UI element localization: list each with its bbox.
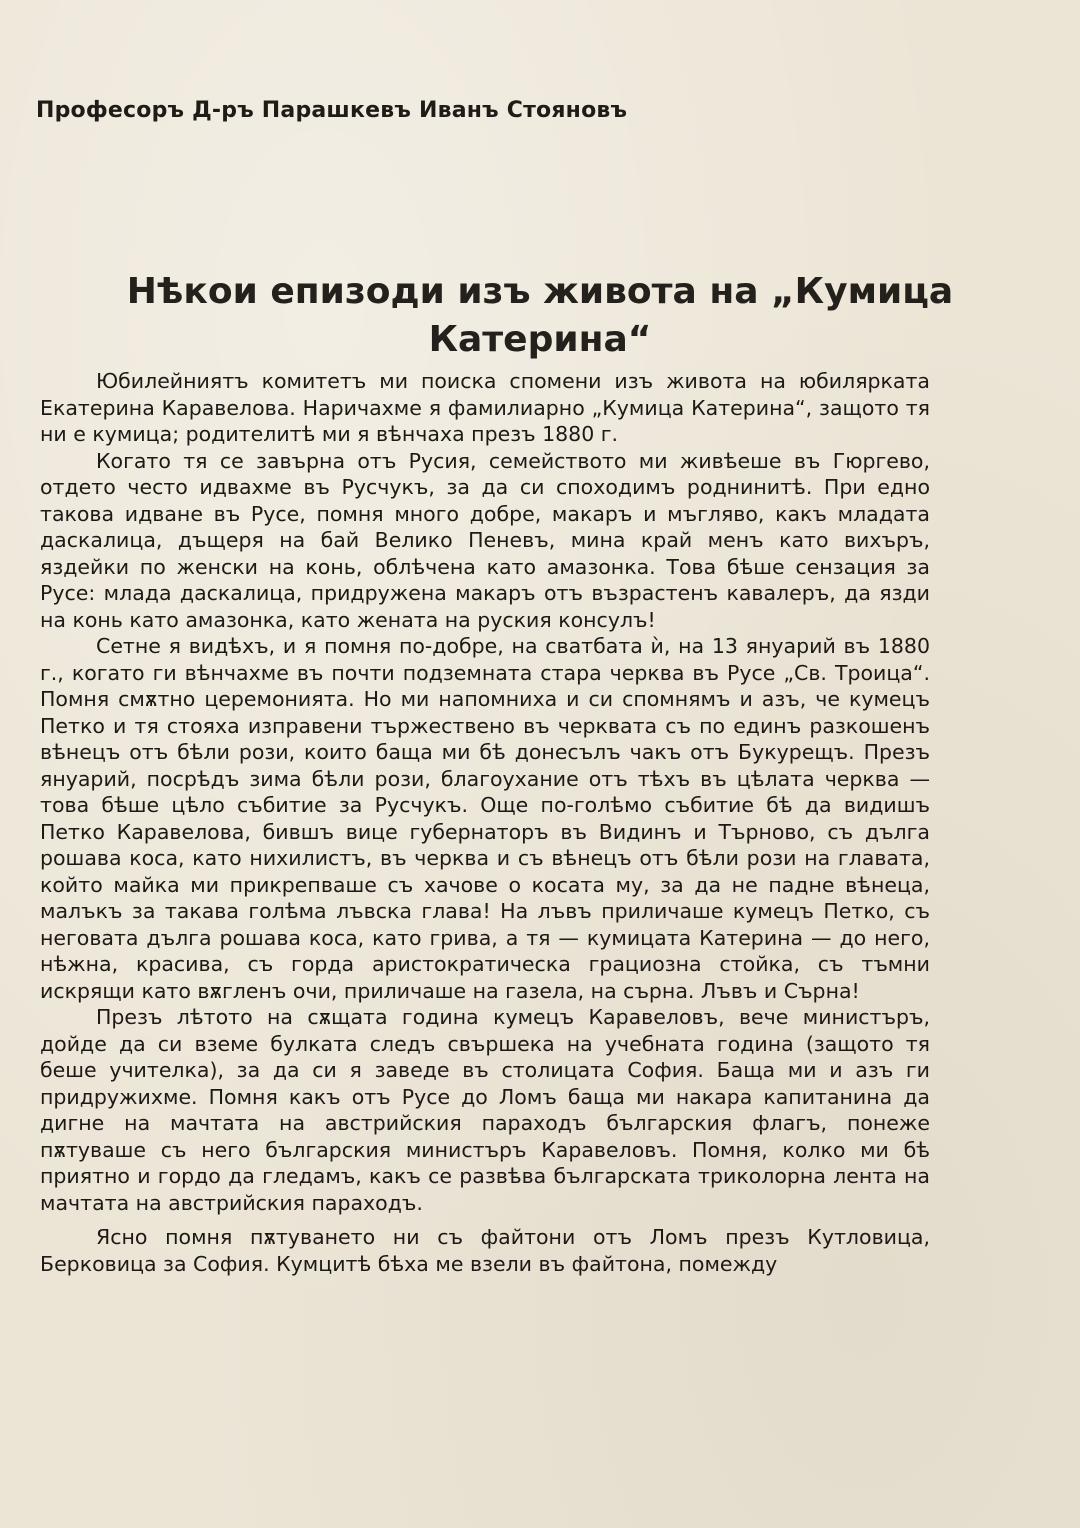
paragraph-5: Ясно помня пѫтуването ни съ файтони отъ Ломъ презъ Кутловица, Берковица за София. Кумцитѣ бѣха ме взели въ файтона, помежду: [40, 1225, 930, 1276]
paragraph-1: Юбилейниятъ комитетъ ми поиска спомени изъ живота на юбилярката Екатерина Каравелова. Наричахме я фамилиарно „Кумица Катерина“, защото тя ни е кумица; родителитѣ ми я вѣнчаха презъ 1880 г.: [40, 369, 930, 446]
page-corner-mark: [1042, 38, 1060, 50]
article-title: Нѣкои епизоди изъ живота на „Кумица Катерина“: [126, 271, 954, 360]
article-body: [40, 368, 930, 1277]
paragraph-2: Когато тя се завърна отъ Русия, семейството ми живѣеше въ Гюргево, отдето често идвахме въ Русчукъ, за да си споходимъ роднинитѣ. При едно такова идване въ Русе, помня много добре, макаръ и мъгляво, какъ младата даскалица, дъщеря на бай Велико Пеневъ, мина край менъ като вихъръ, яздейки по женски на конь, облѣчена като амазонка. Това бѣше сензация за Русе: млада даскалица, придружена макаръ отъ възрастенъ кавалеръ, да язди на конь като амазонка, като жената на руския консулъ!: [40, 448, 930, 632]
paragraph-4: Презъ лѣтото на сѫщата година кумецъ Каравеловъ, вече министъръ, дойде да си вземе булката следъ свършека на учебната година (защото тя беше учителка), за да си я заведе въ столицата София. Баща ми и азъ ги придружихме. Помня какъ отъ Русе до Ломъ баща ми накара капитанина да дигне на мачтата на австрийския параходъ българския флагъ, понеже пѫтуваше съ него българския министъръ Каравеловъ. Помня, колко ми бѣ приятно и гордо да гледамъ, какъ се развѣва българската триколорна лента на мачтата на австрийския параходъ.: [40, 1005, 930, 1215]
author-name: Професоръ Д-ръ Парашкевъ Иванъ Стояновъ: [36, 98, 628, 123]
paragraph-3: Сетне я видѣхъ, и я помня по-добре, на сватбата ѝ, на 13 януарий въ 1880 г., когато ги вѣнчахме въ почти подземната стара черква въ Русе „Св. Троица“. Помня смѫтно церемонията. Но ми напомниха и си спомнямъ и азъ, че кумецъ Петко и тя стояха изправени тържествено въ черквата съ по единъ разкошенъ вѣнецъ отъ бѣли рози, които баща ми бѣ донесълъ чакъ отъ Букурещъ. Презъ януарий, посрѣдъ зима бѣли рози, благоухание отъ тѣхъ въ цѣлата черква — това бѣше цѣло събитие за Русчукъ. Още по-голѣмо събитие бѣ да видишъ Петко Каравелова, бившъ вице губернаторъ въ Видинъ и Търново, съ дълга рошава коса, като нихилистъ, въ черква и съ вѣнецъ отъ бѣли рози на главата, който майка ми прикрепваше съ хачове о косата му, за да не падне вѣнеца, малъкъ за такава голѣма лъвска глава! На лъвъ приличаше кумецъ Петко, съ неговата дълга рошава коса, като грива, а тя — кумицата Катерина — до него, нѣжна, красива, съ горда аристократическа грациозна стойка, съ тъмни искрящи като вѫгленъ очи, приличаше на газела, на сърна. Лъвъ и Сърна!: [40, 634, 930, 1003]
